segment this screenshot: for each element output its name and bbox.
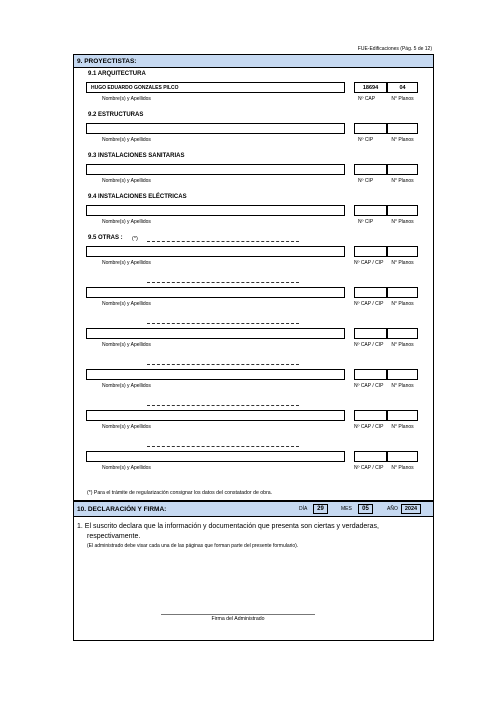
architecture-cap-field[interactable]: 18694 xyxy=(354,82,387,93)
others-dash-line xyxy=(147,323,299,324)
others-cap-cip-field[interactable] xyxy=(354,410,387,421)
architecture-cap-label: Nº CAP xyxy=(358,96,376,102)
sanitary-name-label: Nombre(s) y Apellidos xyxy=(102,178,151,184)
others-cap-cip-field[interactable] xyxy=(354,287,387,298)
others-dash-line xyxy=(147,405,299,406)
section-10-header xyxy=(74,502,433,517)
declaration-statement: 1. El suscrito declara que la información y documentación que presenta son ciertas y verdaderas, xyxy=(77,523,379,530)
others-name-field[interactable] xyxy=(86,410,345,421)
others-cap-cip-label: Nº CAP / CIP xyxy=(354,424,384,430)
others-name-field[interactable] xyxy=(86,328,345,339)
architecture-name-field[interactable]: HUGO EDUARDO GONZALES PILCO xyxy=(86,82,345,93)
others-name-field[interactable] xyxy=(86,246,345,257)
structures-planos-label: N° Planos xyxy=(391,137,414,143)
sanitary-planos-field[interactable] xyxy=(387,164,418,175)
section-9-frame xyxy=(73,54,434,501)
others-name-field[interactable] xyxy=(86,451,345,462)
others-planos-label: N° Planos xyxy=(391,260,414,266)
section-10-title: 10. DECLARACIÓN Y FIRMA: xyxy=(77,505,167,513)
others-planos-label: N° Planos xyxy=(391,342,414,348)
others-planos-field[interactable] xyxy=(387,328,418,339)
electrical-name-label: Nombre(s) y Apellidos xyxy=(102,219,151,225)
others-planos-label: N° Planos xyxy=(391,465,414,471)
year-field[interactable]: 2024 xyxy=(401,504,421,514)
architecture-planos-field[interactable]: 04 xyxy=(387,82,418,93)
others-cap-cip-label: Nº CAP / CIP xyxy=(354,465,384,471)
electrical-cip-label: Nº CIP xyxy=(358,219,374,225)
signature-label: Firma del Administrado xyxy=(211,616,265,622)
others-planos-label: N° Planos xyxy=(391,301,414,307)
others-planos-field[interactable] xyxy=(387,369,418,380)
others-cap-cip-field[interactable] xyxy=(354,451,387,462)
others-title: 9.5 OTRAS : xyxy=(88,235,123,241)
others-cap-cip-field[interactable] xyxy=(354,246,387,257)
electrical-title: 9.4 INSTALACIONES ELÉCTRICAS xyxy=(88,194,187,200)
sanitary-cip-label: Nº CIP xyxy=(358,178,374,184)
day-label: DÍA xyxy=(299,506,308,512)
structures-cip-field[interactable] xyxy=(354,123,387,134)
others-name-label: Nombre(s) y Apellidos xyxy=(102,260,151,266)
sanitary-name-field[interactable] xyxy=(86,164,345,175)
sanitary-title: 9.3 INSTALACIONES SANITARIAS xyxy=(88,153,185,159)
others-dash-line xyxy=(147,446,299,447)
others-dash-line xyxy=(147,282,299,283)
others-dash-line xyxy=(147,364,299,365)
sanitary-cip-field[interactable] xyxy=(354,164,387,175)
others-cap-cip-field[interactable] xyxy=(354,328,387,339)
others-cap-cip-label: Nº CAP / CIP xyxy=(354,301,384,307)
structures-name-label: Nombre(s) y Apellidos xyxy=(102,137,151,143)
others-dash-line xyxy=(147,241,299,242)
year-label: AÑO xyxy=(387,506,398,512)
others-cap-cip-label: Nº CAP / CIP xyxy=(354,342,384,348)
structures-cip-label: Nº CIP xyxy=(358,137,374,143)
electrical-name-field[interactable] xyxy=(86,205,345,216)
architecture-name-label: Nombre(s) y Apellidos xyxy=(102,96,151,102)
electrical-cip-field[interactable] xyxy=(354,205,387,216)
others-cap-cip-field[interactable] xyxy=(354,369,387,380)
electrical-planos-label: N° Planos xyxy=(391,219,414,225)
others-name-label: Nombre(s) y Apellidos xyxy=(102,342,151,348)
architecture-title: 9.1 ARQUITECTURA xyxy=(88,71,146,77)
signature-line xyxy=(161,614,315,615)
others-name-label: Nombre(s) y Apellidos xyxy=(102,465,151,471)
month-field[interactable]: 05 xyxy=(358,504,373,514)
declaration-statement-cont: respectivamente. xyxy=(87,533,141,540)
others-planos-label: N° Planos xyxy=(391,383,414,389)
section-9-title: 9. PROYECTISTAS: xyxy=(77,57,137,65)
others-planos-field[interactable] xyxy=(387,246,418,257)
sanitary-planos-label: N° Planos xyxy=(391,178,414,184)
others-planos-field[interactable] xyxy=(387,451,418,462)
page-reference: FUE-Edificaciones (Pág. 5 de 12) xyxy=(357,46,432,52)
footnote: (*) Para el trámite de regularización consignar los datos del constatador de obra. xyxy=(87,490,273,496)
architecture-planos-label: N° Planos xyxy=(391,96,414,102)
others-planos-field[interactable] xyxy=(387,287,418,298)
others-name-field[interactable] xyxy=(86,287,345,298)
others-name-label: Nombre(s) y Apellidos xyxy=(102,383,151,389)
day-field[interactable]: 29 xyxy=(313,504,328,514)
others-name-label: Nombre(s) y Apellidos xyxy=(102,301,151,307)
others-asterisk-mark: (*) xyxy=(132,236,138,242)
others-planos-label: N° Planos xyxy=(391,424,414,430)
declaration-note: (El administrado debe visar cada una de las páginas que forman parte del presente formulario). xyxy=(87,543,299,549)
electrical-planos-field[interactable] xyxy=(387,205,418,216)
others-planos-field[interactable] xyxy=(387,410,418,421)
structures-name-field[interactable] xyxy=(86,123,345,134)
month-label: MES xyxy=(341,506,352,512)
others-cap-cip-label: Nº CAP / CIP xyxy=(354,260,384,266)
others-name-label: Nombre(s) y Apellidos xyxy=(102,424,151,430)
others-cap-cip-label: Nº CAP / CIP xyxy=(354,383,384,389)
structures-planos-field[interactable] xyxy=(387,123,418,134)
section-9-header xyxy=(74,55,433,68)
structures-title: 9.2 ESTRUCTURAS xyxy=(88,112,144,118)
others-name-field[interactable] xyxy=(86,369,345,380)
